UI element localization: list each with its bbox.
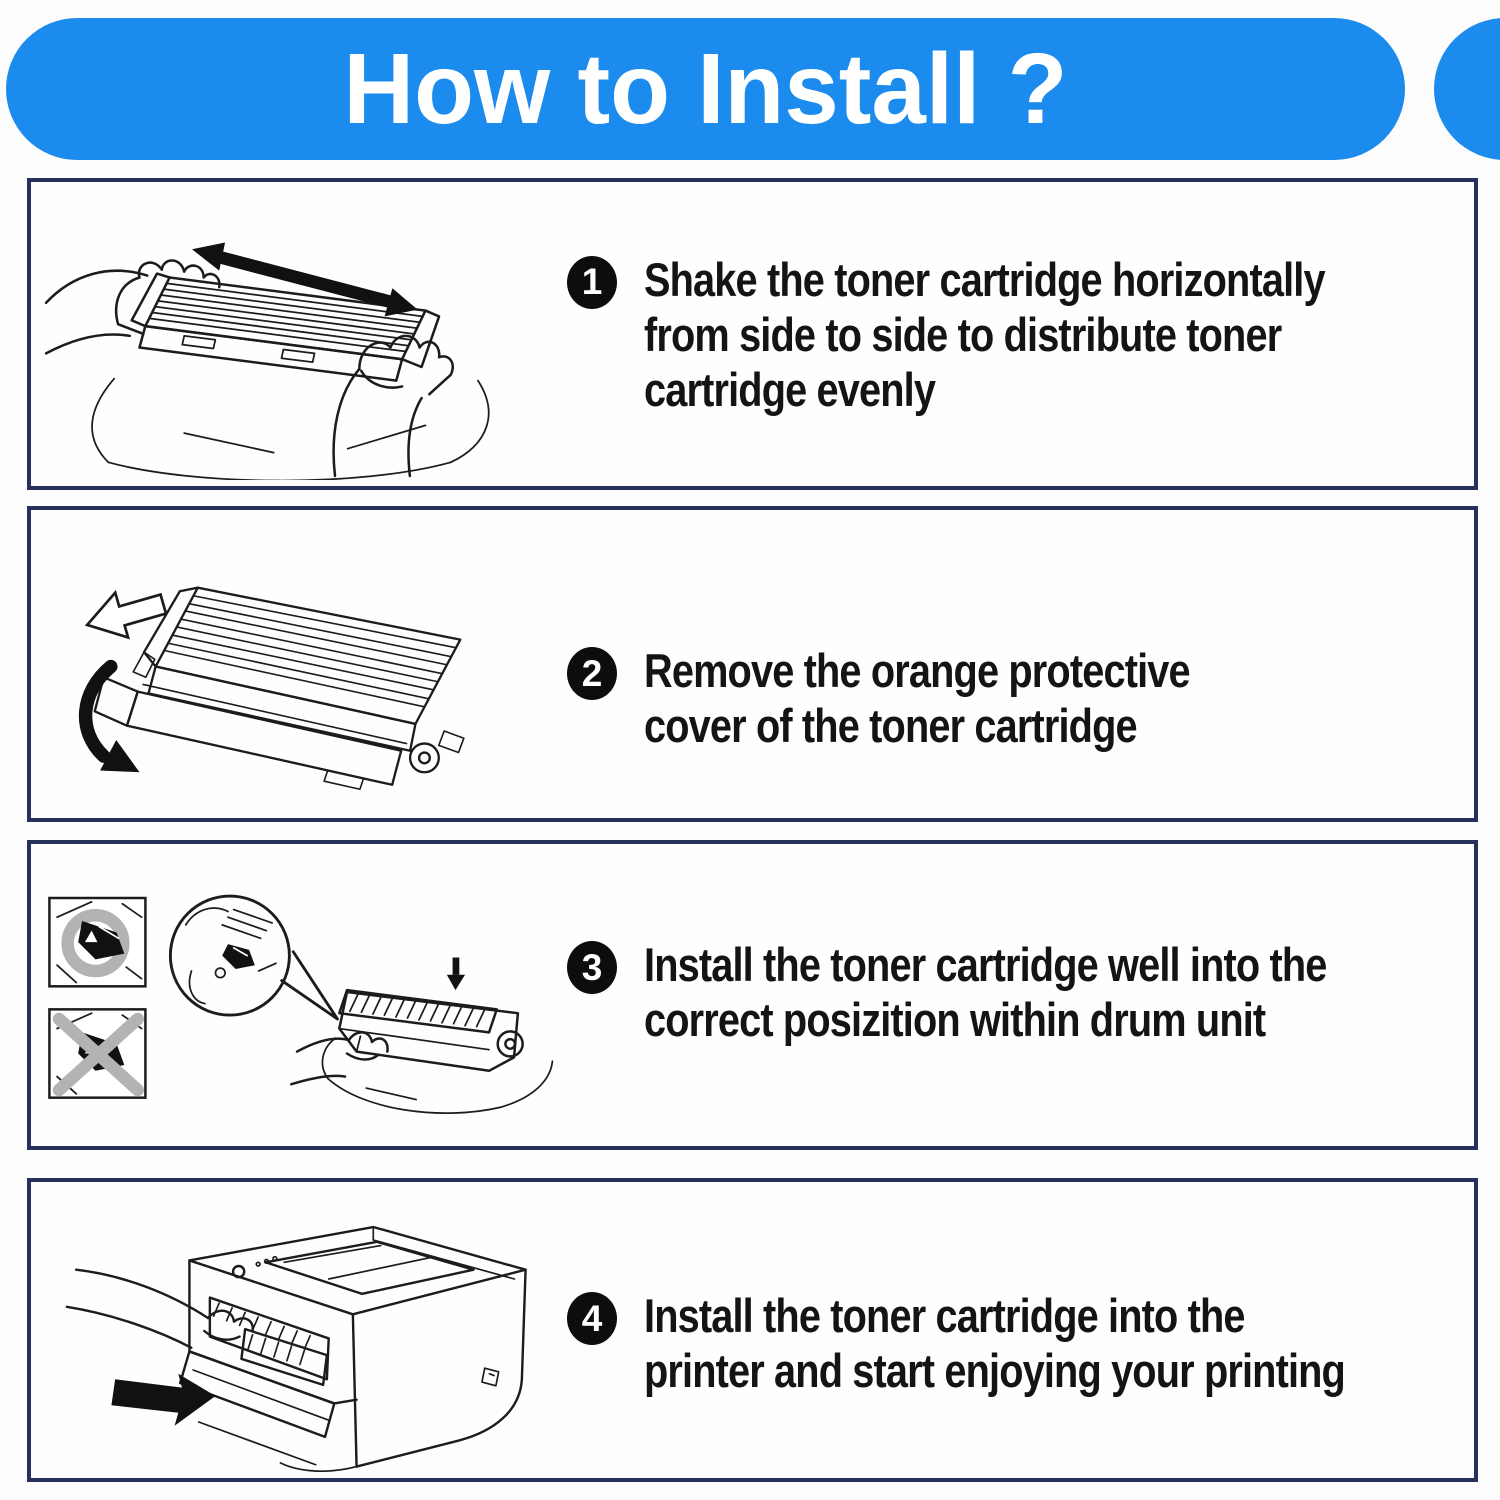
step-2-instruction — [567, 643, 1500, 753]
step-1-panel — [27, 178, 1478, 490]
step-1-number-badge: 1 — [567, 256, 617, 309]
step-3-instruction — [567, 937, 1500, 1047]
left-arrow-icon — [81, 581, 170, 648]
step-4-number-badge: 4 — [567, 1292, 617, 1345]
step-4-instruction — [567, 1288, 1500, 1398]
step-3-panel — [27, 840, 1478, 1150]
shake-cartridge-drawing — [31, 188, 567, 480]
step-4-panel — [27, 1178, 1478, 1482]
insert-arrow-icon — [111, 1374, 215, 1426]
step-3-number-badge: 3 — [567, 941, 617, 994]
remove-cover-illustration — [31, 510, 567, 818]
step-4-text: Install the toner cartridge into the printer and start enjoying your printing — [644, 1289, 1345, 1397]
step-2-text: Remove the orange protective cover of the toner cartridge — [644, 644, 1190, 752]
step-2-panel — [27, 506, 1478, 822]
page-title: How to Install ? — [343, 32, 1068, 145]
step-3-text: Install the toner cartridge well into the correct posizition within drum unit — [644, 938, 1327, 1046]
install-drum-illustration — [31, 844, 567, 1146]
shake-cartridge-illustration — [31, 182, 567, 486]
step-2-number-badge: 2 — [567, 647, 617, 700]
remove-cover-drawing — [31, 516, 567, 812]
header-banner — [6, 18, 1405, 160]
install-printer-drawing — [31, 1188, 567, 1472]
install-drum-drawing — [31, 850, 567, 1140]
header-pill-decoration — [1434, 18, 1500, 160]
step-1-instruction — [567, 252, 1500, 417]
step-1-text: Shake the toner cartridge horizontally from side to side to distribute toner cartridge evenly — [644, 252, 1325, 416]
down-arrow-icon — [453, 958, 460, 975]
rotate-arrow-icon — [86, 667, 111, 757]
install-printer-illustration — [31, 1182, 567, 1478]
